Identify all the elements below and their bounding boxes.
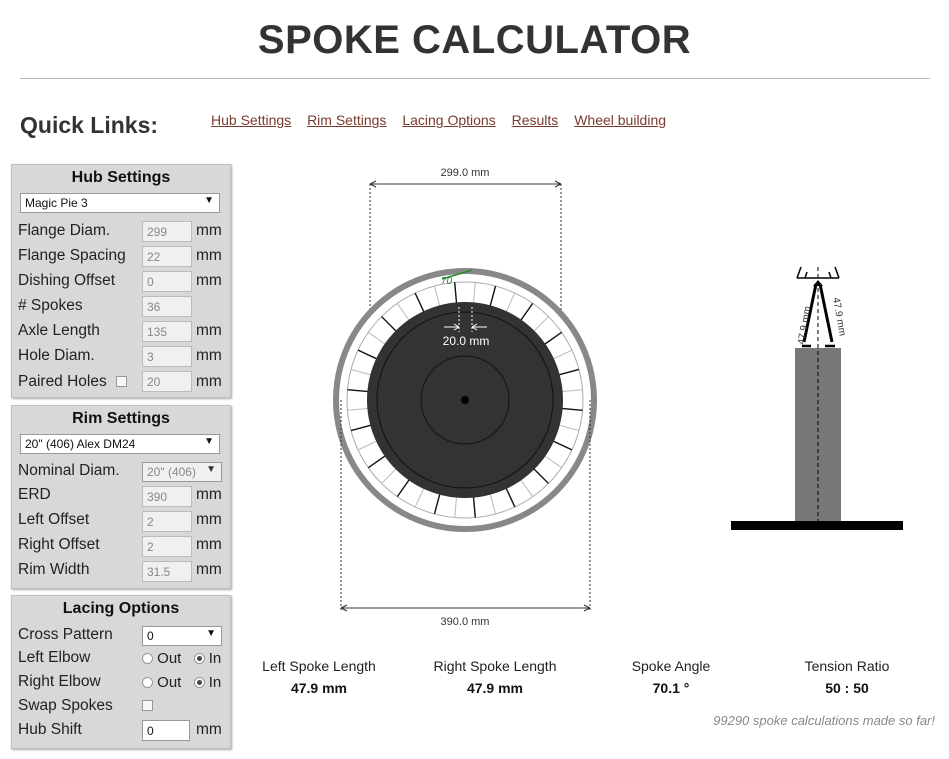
quick-link-rim-settings[interactable]: Rim Settings bbox=[307, 112, 387, 128]
left-offset-input[interactable]: 2 bbox=[142, 511, 192, 532]
rim-width-label: Rim Width bbox=[18, 561, 90, 578]
quick-links-label: Quick Links: bbox=[20, 112, 159, 138]
spokes-input[interactable]: 36 bbox=[142, 296, 192, 317]
paired-holes-unit: mm bbox=[196, 373, 222, 390]
right-elbow-in-label: In bbox=[208, 674, 222, 691]
flange-dim-label: 299.0 mm bbox=[440, 167, 490, 179]
hole-diam-unit: mm bbox=[196, 347, 222, 364]
lacing-options-panel bbox=[11, 595, 231, 749]
marker-label: 70 bbox=[441, 276, 453, 287]
nominal-diam-value: 20" (406) bbox=[147, 465, 196, 479]
side-right-length-label: 47.9 mm bbox=[830, 296, 848, 337]
quick-link-wheel-building[interactable]: Wheel building bbox=[574, 112, 667, 128]
tension-ratio-result bbox=[767, 658, 927, 696]
right-spoke-side bbox=[820, 284, 832, 342]
page-title: SPOKE CALCULATOR bbox=[257, 18, 692, 62]
left-elbow-options bbox=[142, 650, 221, 672]
dropdown-arrow-icon: ▼ bbox=[206, 628, 216, 639]
dropdown-arrow-icon: ▼ bbox=[204, 436, 214, 447]
left-elbow-in-label: In bbox=[208, 650, 222, 667]
right-elbow-label: Right Elbow bbox=[18, 673, 101, 690]
tension-ratio-value: 50 : 50 bbox=[825, 680, 869, 696]
erd-unit: mm bbox=[196, 486, 222, 503]
swap-spokes-label: Swap Spokes bbox=[18, 697, 113, 714]
hub-shift-input[interactable]: 0 bbox=[142, 720, 190, 741]
axle-center bbox=[461, 396, 469, 404]
dishing-offset-unit: mm bbox=[196, 272, 222, 289]
inner-dim-label: 20.0 mm bbox=[442, 334, 490, 348]
left-elbow-in-radio[interactable] bbox=[194, 653, 205, 664]
hub-model-value: Magic Pie 3 bbox=[25, 196, 88, 210]
flange-diam-unit: mm bbox=[196, 222, 222, 239]
wheel-diagram bbox=[320, 160, 620, 635]
erd-label: ERD bbox=[18, 486, 51, 503]
right-offset-input[interactable]: 2 bbox=[142, 536, 192, 557]
hub-shift-unit: mm bbox=[196, 721, 222, 738]
swap-spokes-checkbox[interactable] bbox=[142, 700, 153, 711]
spoke-angle-label: Spoke Angle bbox=[631, 658, 711, 674]
calculation-counter: 99290 spoke calculations made so far! bbox=[713, 713, 935, 728]
hole-diam-input[interactable]: 3 bbox=[142, 346, 192, 367]
dishing-offset-label: Dishing Offset bbox=[18, 272, 116, 289]
spoke-angle-value: 70.1 ° bbox=[652, 680, 690, 696]
dropdown-arrow-icon: ▼ bbox=[204, 195, 214, 206]
left-offset-unit: mm bbox=[196, 511, 222, 528]
cross-pattern-select[interactable] bbox=[142, 626, 222, 646]
rim-model-value: 20" (406) Alex DM24 bbox=[25, 437, 136, 451]
axle-length-unit: mm bbox=[196, 322, 222, 339]
right-elbow-out-radio[interactable] bbox=[142, 677, 153, 688]
right-elbow-in-radio[interactable] bbox=[194, 677, 205, 688]
nominal-diam-label: Nominal Diam. bbox=[18, 462, 120, 479]
hub-model-select[interactable] bbox=[20, 193, 220, 213]
tension-ratio-label: Tension Ratio bbox=[804, 658, 890, 674]
hub-shift-label: Hub Shift bbox=[18, 721, 82, 738]
quick-link-hub-settings[interactable]: Hub Settings bbox=[211, 112, 292, 128]
right-spoke-result bbox=[415, 658, 575, 696]
hole-diam-label: Hole Diam. bbox=[18, 347, 95, 364]
left-spoke-value: 47.9 mm bbox=[290, 680, 348, 696]
left-elbow-label: Left Elbow bbox=[18, 649, 91, 666]
right-spoke-label: Right Spoke Length bbox=[433, 658, 557, 674]
cross-pattern-label: Cross Pattern bbox=[18, 626, 113, 643]
side-left-length-label: 47.9 mm bbox=[796, 305, 814, 346]
title-divider bbox=[20, 78, 930, 79]
left-elbow-out-radio[interactable] bbox=[142, 653, 153, 664]
rim-settings-heading: Rim Settings bbox=[72, 410, 170, 427]
quick-links bbox=[211, 112, 678, 128]
erd-dim-label: 390.0 mm bbox=[440, 616, 490, 628]
flange-diam-label: Flange Diam. bbox=[18, 222, 111, 239]
lacing-options-heading: Lacing Options bbox=[62, 600, 180, 617]
rim-width-input[interactable]: 31.5 bbox=[142, 561, 192, 582]
spokes-label: # Spokes bbox=[18, 297, 83, 314]
erd-input[interactable]: 390 bbox=[142, 486, 192, 507]
hub-settings-heading: Hub Settings bbox=[71, 169, 171, 186]
rim-width-unit: mm bbox=[196, 561, 222, 578]
left-spoke-label: Left Spoke Length bbox=[262, 658, 376, 674]
flange-diam-input[interactable]: 299 bbox=[142, 221, 192, 242]
cross-pattern-value: 0 bbox=[147, 629, 154, 643]
left-offset-label: Left Offset bbox=[18, 511, 90, 528]
rim-model-select[interactable] bbox=[20, 434, 220, 454]
quick-link-lacing-options[interactable]: Lacing Options bbox=[402, 112, 496, 128]
flange-spacing-unit: mm bbox=[196, 247, 222, 264]
right-elbow-options bbox=[142, 674, 221, 696]
flange-spacing-input[interactable]: 22 bbox=[142, 246, 192, 267]
hub-settings-panel bbox=[11, 164, 231, 398]
side-view-diagram bbox=[725, 262, 915, 537]
left-elbow-out-label: Out bbox=[157, 650, 182, 667]
paired-holes-label: Paired Holes bbox=[18, 373, 107, 390]
paired-holes-checkbox[interactable] bbox=[116, 376, 127, 387]
right-offset-unit: mm bbox=[196, 536, 222, 553]
right-elbow-out-label: Out bbox=[157, 674, 182, 691]
quick-link-results[interactable]: Results bbox=[511, 112, 559, 128]
left-spoke-result bbox=[239, 658, 399, 696]
axle-bar bbox=[731, 521, 903, 530]
dishing-offset-input[interactable]: 0 bbox=[142, 271, 192, 292]
axle-length-input[interactable]: 135 bbox=[142, 321, 192, 342]
spoke-angle-result bbox=[591, 658, 751, 696]
paired-holes-input[interactable]: 20 bbox=[142, 371, 192, 392]
axle-length-label: Axle Length bbox=[18, 322, 100, 339]
rim-settings-panel bbox=[11, 405, 231, 589]
right-offset-label: Right Offset bbox=[18, 536, 100, 553]
dropdown-arrow-icon: ▼ bbox=[206, 464, 216, 475]
flange-spacing-label: Flange Spacing bbox=[18, 247, 126, 264]
nominal-diam-select[interactable] bbox=[142, 462, 222, 482]
right-spoke-value: 47.9 mm bbox=[466, 680, 524, 696]
